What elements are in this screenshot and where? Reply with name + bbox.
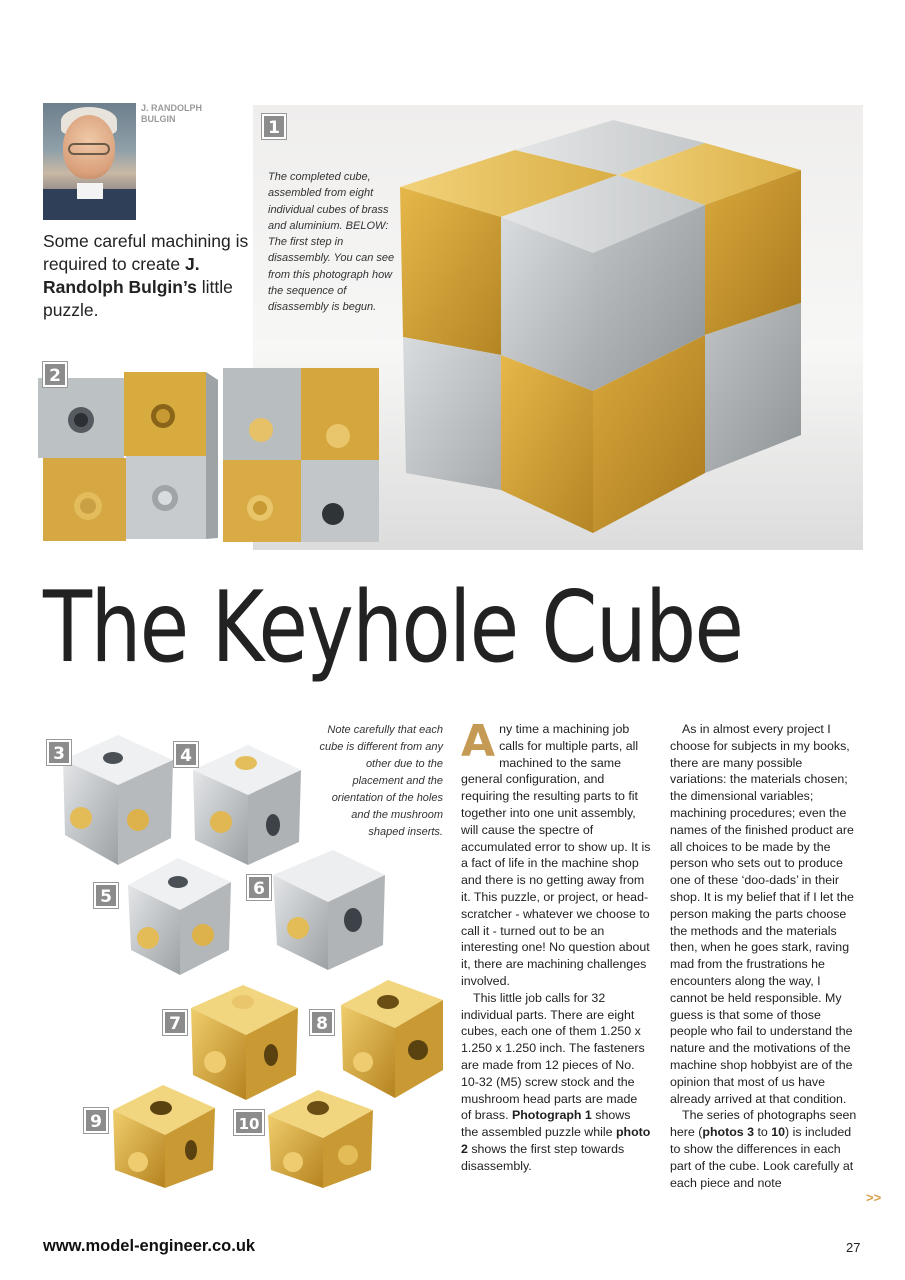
paragraph-2: This little job calls for 32 individual parts. There are eight cubes, each one of them 1.250 x 1.250 x 1.250 inch. The fasteners are made from 12 pieces of No. 10-32 (M5) screw stock and the mushroom head parts are made of brass. Photograph 1 shows the assembled puzzle while photo 2 shows the first step towards disassembly. — [461, 990, 651, 1173]
continue-arrow-icon: >> — [866, 1190, 882, 1205]
photo-1-caption: The completed cube, assembled from eight individual cubes of brass and aluminium. BELOW: The first step in disassembly. You can see from this photograph how the sequence of disassembly is begun. — [268, 171, 395, 314]
cube-3 — [63, 735, 173, 865]
photo-8-badge: 8 — [310, 1010, 334, 1035]
article-column-1 — [461, 716, 651, 1175]
photo-6-badge: 6 — [247, 875, 271, 900]
photo-9-badge: 9 — [84, 1108, 108, 1133]
cube-10 — [268, 1090, 373, 1188]
footer-url[interactable]: www.model-engineer.co.uk — [43, 1237, 256, 1255]
intro-text: Some careful machining is required to create J. Randolph Bulgin’s little puzzle. — [43, 231, 249, 320]
author-photo — [43, 103, 136, 220]
article-title: The Keyhole Cube — [43, 571, 743, 685]
cube-6 — [273, 850, 385, 970]
photo-3-badge: 3 — [47, 740, 71, 765]
page-number: 27 — [846, 1240, 861, 1255]
author-name: J. RANDOLPH BULGIN — [141, 103, 203, 124]
photo-2-disassembly — [33, 358, 388, 550]
cube-7 — [191, 985, 298, 1100]
cube-5 — [128, 858, 231, 975]
cube-4 — [193, 745, 301, 865]
photo-10-badge: 10 — [234, 1110, 264, 1135]
photo-5-badge: 5 — [94, 883, 118, 908]
article-column-2 — [670, 721, 860, 1191]
cubes-caption-note: Note carefully that each cube is different from any other due to the placement and the orientation of the holes and the mushroom shaped inserts. — [319, 724, 443, 838]
photo-4-badge: 4 — [174, 742, 198, 767]
drop-cap: A — [461, 716, 496, 767]
cube-9 — [113, 1085, 215, 1188]
photo-1-badge: 1 — [262, 114, 286, 139]
paragraph-4: The series of photographs seen here (photos 3 to 10) is included to show the differences in each part of the cube. Look carefully at each piece and note — [670, 1108, 857, 1190]
cube-8 — [341, 980, 443, 1098]
paragraph-3: As in almost every project I choose for subjects in my books, there are many possible variations: the materials chosen; the dimensional variables; machining procedures; even the names of the finished product are all choices to be made by the person who sets out to produce one of these ‘doo-dads’ in their shop. It is my belief that if I let the person making the parts choose the methods and the materials then, when he goes stark, raving mad from the frustrations he encounters along the way, I cannot be held responsible. My guess is that some of those people who fail to understand the nature and the motivations of the machine shop hobbyist are of the opinion that most of us have already arrived at that condition. — [670, 722, 854, 1106]
paragraph-1: Any time a machining job calls for multiple parts, all machined to the same general configuration, and requiring the resulting parts to fit together into one unit assembly, will cause the spectre of accumulated error to show up. It is a fact of life in the machine shop and there is no getting away from it. This puzzle, or project, or head-scratcher - whatever we choose to call it - turned out to be an interesting one! No question about it, there are machining challenges involved. — [461, 716, 651, 988]
photo-7-badge: 7 — [163, 1010, 187, 1035]
photo-2-badge: 2 — [43, 362, 67, 387]
